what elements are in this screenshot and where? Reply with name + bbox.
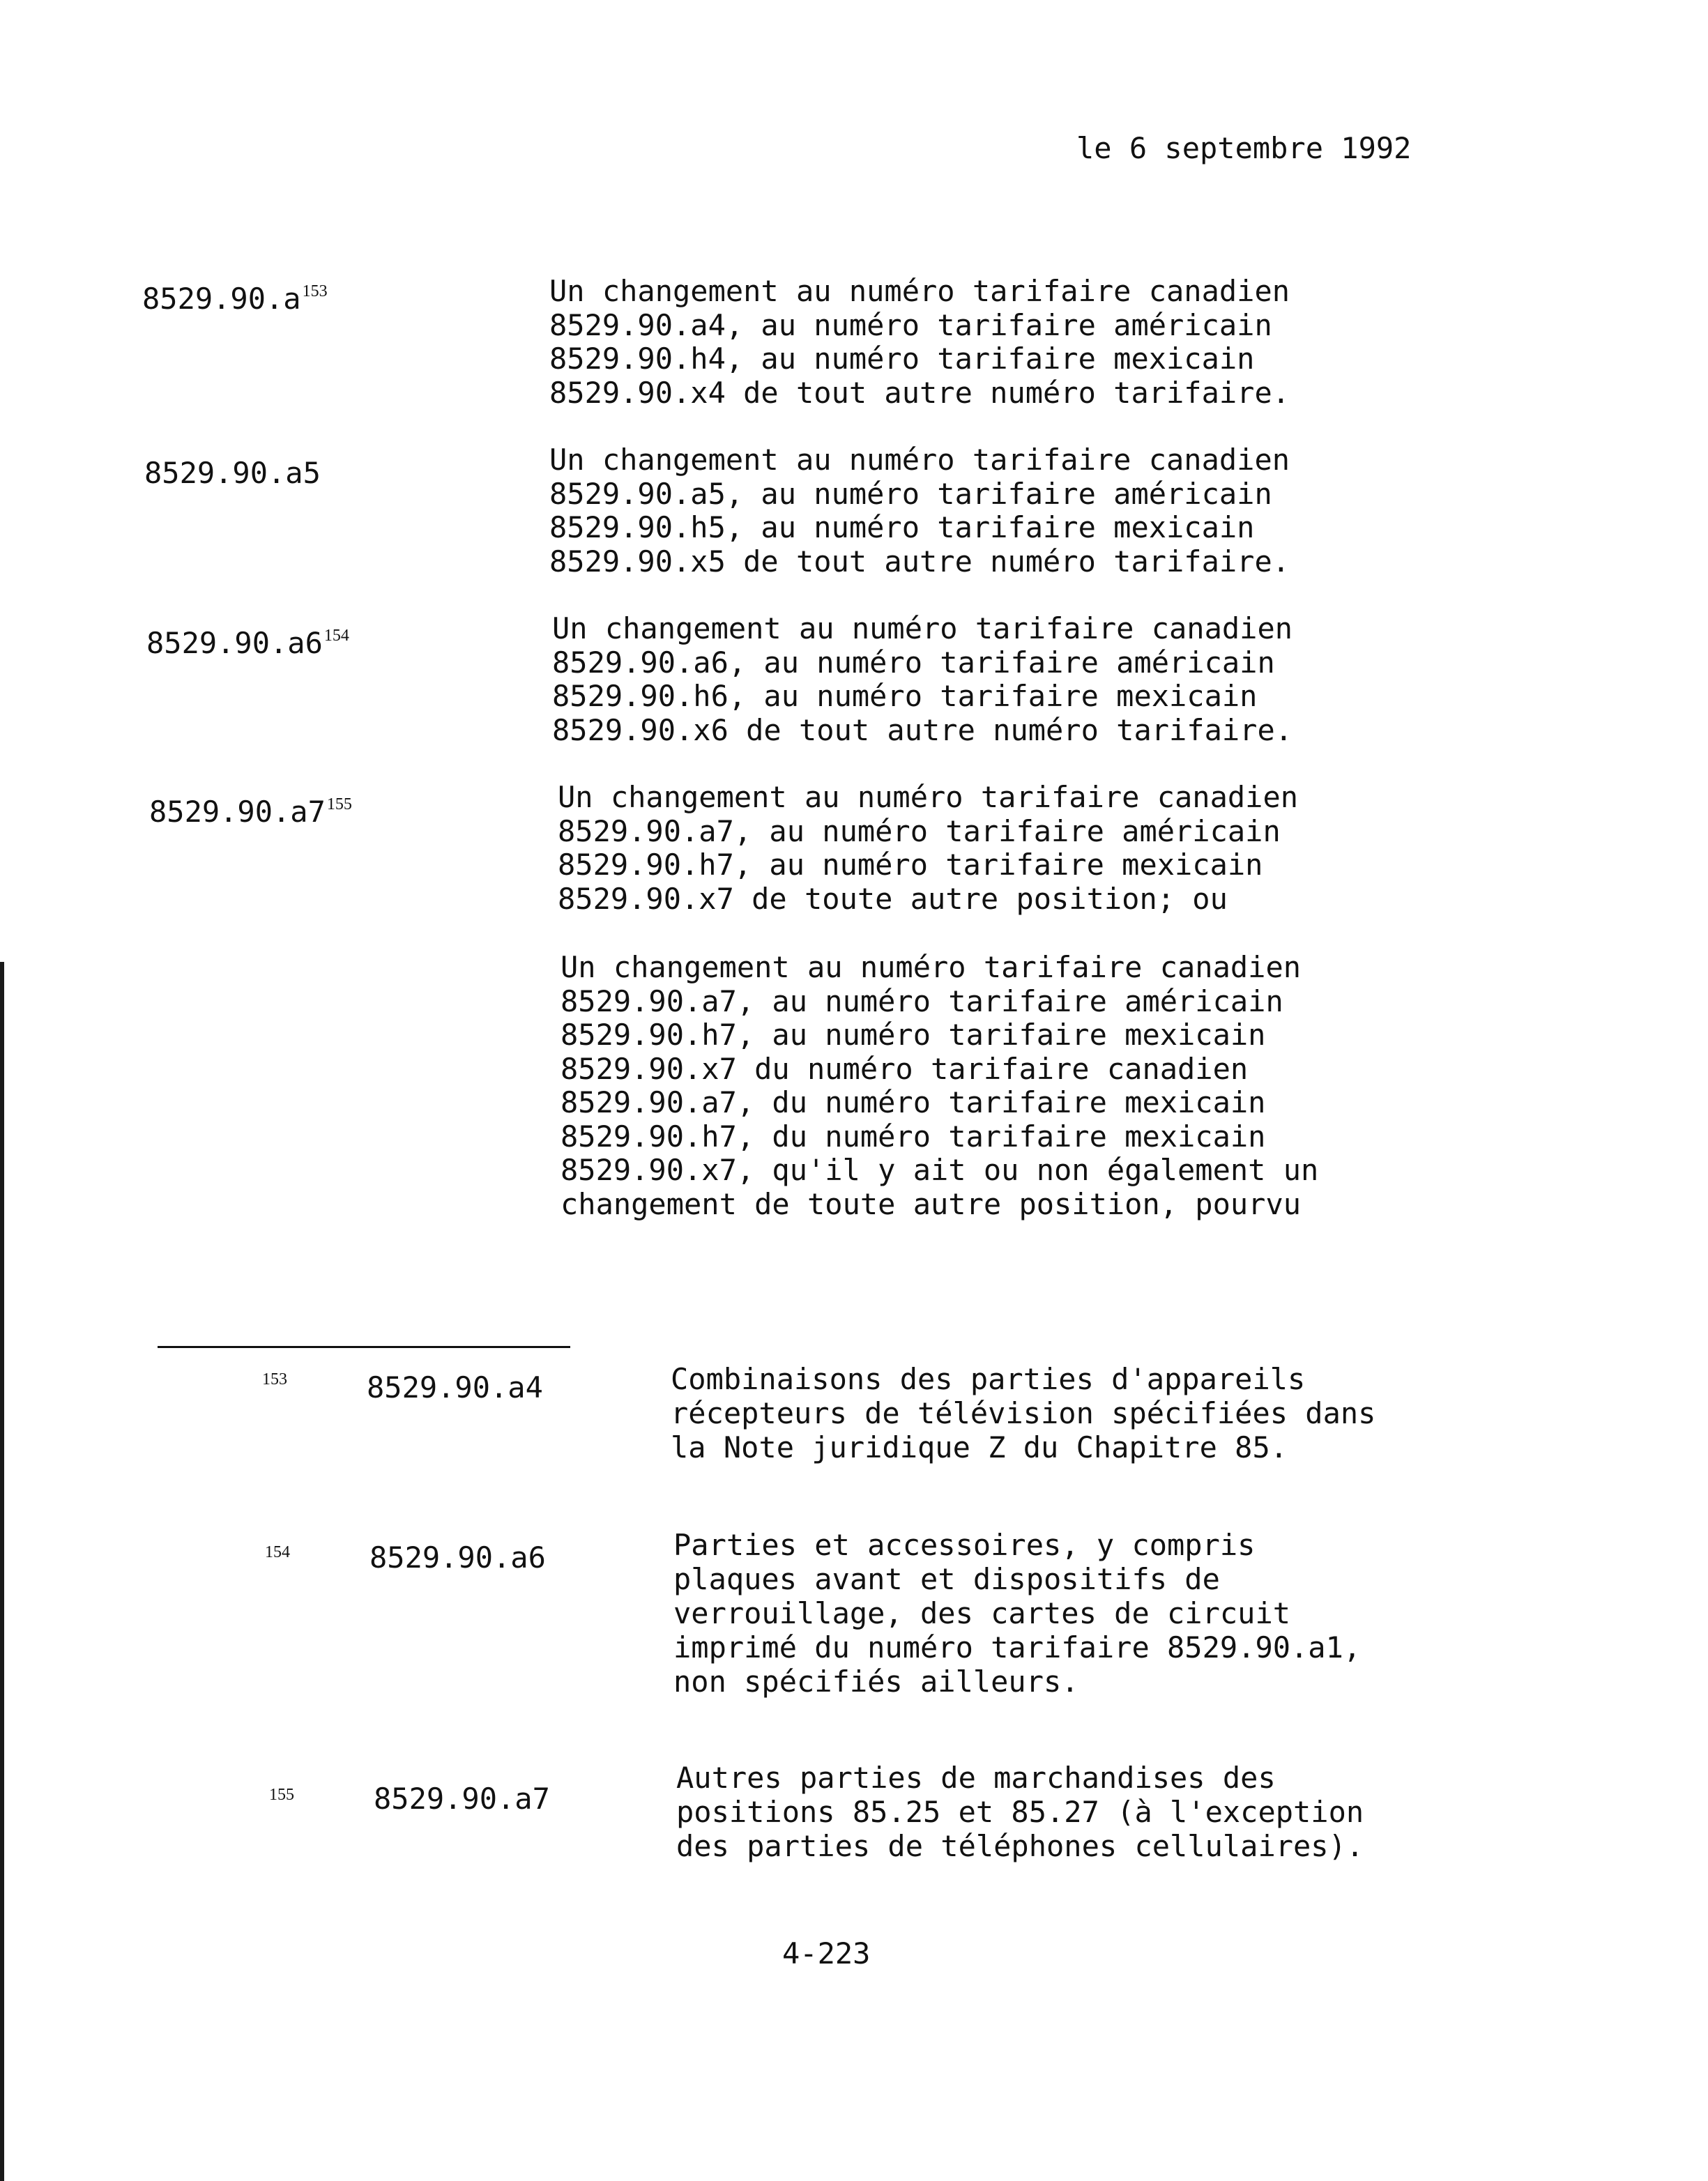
rule-line: 8529.90.h4, au numéro tarifaire mexicain (549, 342, 1255, 376)
footnote-line: plaques avant et dispositifs de (673, 1562, 1220, 1596)
tariff-code (149, 795, 352, 829)
rule-text-alternative (561, 951, 1467, 1221)
rule-line: 8529.90.x7, qu'il y ait ou non également un (561, 1153, 1319, 1187)
rule-text (552, 612, 1458, 747)
footnote-code: 8529.90.a6 (369, 1540, 546, 1575)
tariff-code-text: 8529.90.a6 (146, 626, 323, 660)
tariff-code-text: 8529.90.a7 (149, 795, 326, 829)
footnote-number: 155 (269, 1786, 294, 1804)
rule-line: Un changement au numéro tarifaire canadien (549, 274, 1290, 308)
tariff-code (146, 626, 349, 660)
document-date: le 6 septembre 1992 (1076, 131, 1412, 165)
rule-line: 8529.90.a6, au numéro tarifaire américain (552, 645, 1275, 680)
page-number: 4-223 (782, 1936, 871, 1970)
rule-line: 8529.90.a7, au numéro tarifaire américain (561, 984, 1283, 1018)
rule-line: 8529.90.h6, au numéro tarifaire mexicain (552, 679, 1258, 713)
rule-line: 8529.90.h7, au numéro tarifaire mexicain (561, 1018, 1266, 1052)
rule-line: 8529.90.x4 de tout autre numéro tarifaire. (549, 375, 1290, 410)
rule-text (549, 275, 1456, 410)
footnote-number: 154 (265, 1543, 290, 1561)
rule-line: 8529.90.h7, au numéro tarifaire mexicain (558, 848, 1263, 882)
rule-line: Un changement au numéro tarifaire canadien (549, 443, 1290, 477)
rule-line: 8529.90.x7 du numéro tarifaire canadien (561, 1051, 1249, 1086)
tariff-code-text: 8529.90.a (142, 282, 301, 316)
footnote-reference: 154 (323, 627, 349, 645)
tariff-code-text: 8529.90.a5 (144, 456, 321, 490)
footnote-line: Combinaisons des parties d'appareils (671, 1362, 1306, 1396)
rule-line: 8529.90.a4, au numéro tarifaire américain (549, 307, 1272, 342)
rule-line: 8529.90.a5, au numéro tarifaire américain (549, 476, 1272, 511)
footnote-line: des parties de téléphones cellulaires). (676, 1829, 1364, 1863)
footnote-line: non spécifiés ailleurs. (673, 1665, 1079, 1699)
rule-line: Un changement au numéro tarifaire canadien (561, 950, 1302, 984)
rule-line: 8529.90.x5 de tout autre numéro tarifaire. (549, 544, 1290, 579)
footnote-code: 8529.90.a4 (367, 1370, 543, 1405)
footnote-reference: 155 (326, 795, 352, 813)
rule-line: 8529.90.a7, au numéro tarifaire américain (558, 813, 1281, 848)
rule-line: 8529.90.h5, au numéro tarifaire mexicain (549, 510, 1255, 544)
footnote-number: 153 (262, 1370, 287, 1388)
footnote-text (671, 1362, 1577, 1464)
rule-line: 8529.90.x7 de toute autre position; ou (558, 881, 1228, 916)
footnote-code: 8529.90.a7 (374, 1782, 550, 1816)
footnote-line: Parties et accessoires, y compris (673, 1528, 1256, 1562)
footnote-text (673, 1528, 1580, 1699)
footnote-line: verrouillage, des cartes de circuit (673, 1596, 1291, 1630)
rule-text (549, 443, 1456, 579)
rule-line: changement de toute autre position, pourvu (561, 1186, 1302, 1221)
rule-line: 8529.90.a7, du numéro tarifaire mexicain (561, 1085, 1266, 1119)
tariff-code (144, 456, 321, 490)
footnote-line: récepteurs de télévision spécifiées dans (671, 1396, 1376, 1430)
footnote-line: positions 85.25 et 85.27 (à l'exception (676, 1795, 1364, 1829)
footnote-line: Autres parties de marchandises des (676, 1761, 1276, 1795)
rule-line: Un changement au numéro tarifaire canadien (552, 611, 1293, 645)
rule-line: 8529.90.x6 de tout autre numéro tarifaire. (552, 712, 1293, 747)
rule-line: Un changement au numéro tarifaire canadien (558, 780, 1299, 814)
footnote-line: la Note juridique Z du Chapitre 85. (671, 1430, 1288, 1464)
footnote-separator (158, 1346, 570, 1348)
footnote-reference: 153 (302, 282, 328, 300)
footnote-line: imprimé du numéro tarifaire 8529.90.a1, (673, 1630, 1362, 1665)
tariff-code (142, 282, 328, 316)
rule-text (558, 781, 1464, 916)
rule-line: 8529.90.h7, du numéro tarifaire mexicain (561, 1119, 1266, 1154)
footnote-text (676, 1761, 1583, 1863)
page-edge-line (0, 962, 4, 2181)
